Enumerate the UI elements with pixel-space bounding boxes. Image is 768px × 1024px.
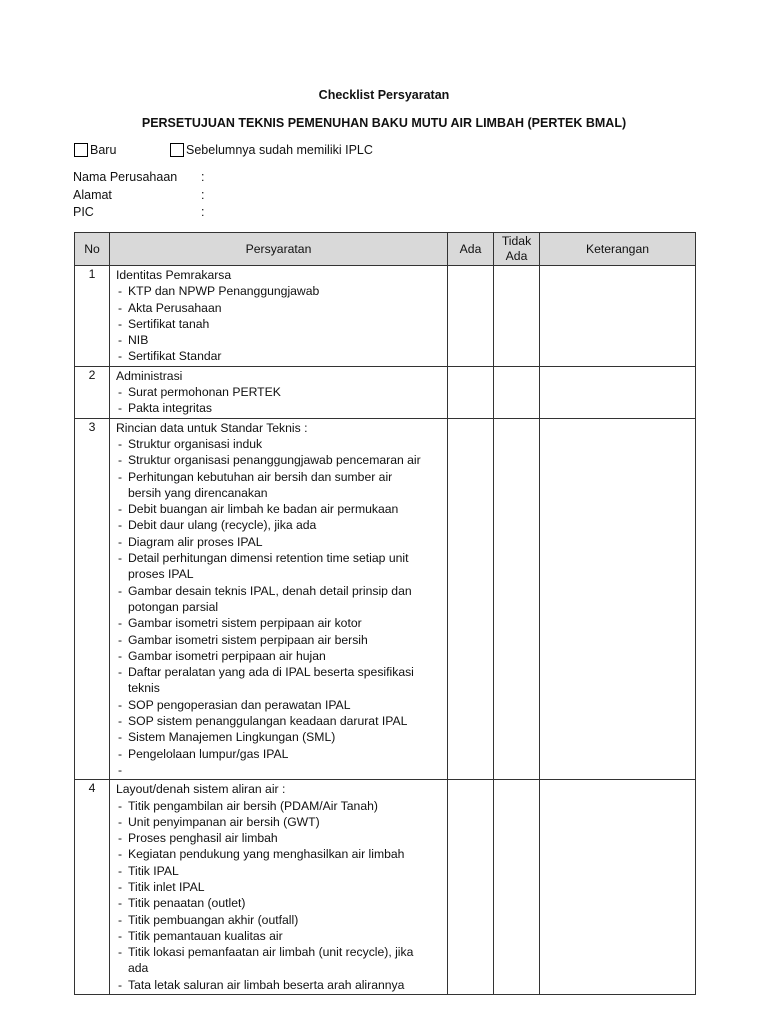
check-ada-cell[interactable] (448, 780, 494, 995)
requirement-heading: Layout/denah sistem aliran air : (116, 782, 286, 797)
keterangan-cell[interactable] (540, 418, 696, 780)
requirement-item-text: Sertifikat Standar (128, 349, 222, 364)
header-tidak-ada-line1: Tidak (501, 234, 532, 248)
requirement-item-text: Sertifikat tanah (128, 316, 210, 331)
requirement-item (116, 583, 443, 616)
requirement-item-text: Titik pembuangan akhir (outfall) (128, 912, 299, 927)
table-row (75, 418, 696, 780)
requirement-item (116, 928, 443, 944)
requirement-item (116, 348, 443, 364)
requirement-item-text: potongan parsial (128, 599, 219, 614)
requirement-item-text: bersih yang direncanakan (128, 485, 268, 500)
bullet-dash: - (118, 349, 123, 364)
row-number: 2 (75, 366, 110, 418)
bullet-dash: - (118, 912, 123, 927)
requirement-heading: Identitas Pemrakarsa (116, 268, 232, 282)
keterangan-cell[interactable] (540, 366, 696, 418)
requirement-item-text: Titik inlet IPAL (128, 879, 205, 894)
field-pic-label: PIC (73, 205, 94, 219)
requirement-item (116, 830, 443, 846)
requirement-item (116, 895, 443, 911)
check-tidak-ada-cell[interactable] (494, 418, 540, 780)
requirement-item-text: Gambar desain teknis IPAL, denah detail prinsip dan (128, 583, 412, 598)
bullet-dash: - (118, 977, 123, 992)
bullet-dash: - (118, 616, 123, 631)
bullet-dash: - (118, 551, 123, 566)
requirement-item (116, 615, 443, 631)
option-baru-label: Baru (90, 143, 117, 157)
requirement-item-text: Titik lokasi pemanfaatan air limbah (unit recycle), jika (128, 945, 414, 960)
bullet-dash: - (118, 333, 123, 348)
table-row (75, 366, 696, 418)
bullet-dash: - (118, 436, 123, 451)
requirement-heading: Administrasi (116, 368, 183, 383)
requirement-item (116, 798, 443, 814)
requirement-item-text: Kegiatan pendukung yang menghasilkan air limbah (128, 847, 405, 862)
requirement-item-text: Proses penghasil air limbah (128, 831, 278, 846)
bullet-dash: - (118, 632, 123, 647)
row-number: 3 (75, 418, 110, 780)
requirement-item-text: Unit penyimpanan air bersih (GWT) (128, 814, 320, 829)
requirement-item-text: Titik pengambilan air bersih (PDAM/Air Tanah) (128, 798, 378, 813)
bullet-dash: - (118, 534, 123, 549)
bullet-dash: - (118, 665, 123, 680)
requirement-item (116, 977, 443, 993)
requirement-item-text: Gambar isometri sistem perpipaan air kotor (128, 616, 362, 631)
bullet-dash: - (118, 453, 123, 468)
requirement-item-text: Struktur organisasi penanggungjawab pencemaran air (128, 453, 421, 468)
field-alamat-colon: : (201, 188, 205, 202)
bullet-dash: - (118, 928, 123, 943)
table-row (75, 780, 696, 995)
bullet-dash: - (118, 730, 123, 745)
requirement-item (116, 697, 443, 713)
requirement-item-text: Surat permohonan PERTEK (128, 385, 281, 400)
check-ada-cell[interactable] (448, 366, 494, 418)
document-title: Checklist Persyaratan (318, 88, 450, 102)
bullet-dash: - (118, 697, 123, 712)
requirement-item (116, 664, 443, 697)
requirement-item (116, 400, 443, 416)
requirement-item (116, 436, 443, 452)
header-no: No (75, 233, 110, 266)
requirement-item-text (128, 762, 443, 778)
requirement-item-text: NIB (128, 333, 149, 348)
requirement-item (116, 332, 443, 348)
bullet-dash: - (118, 284, 123, 299)
requirement-item-text: Pakta integritas (128, 401, 213, 416)
requirement-item-text: Pengelolaan lumpur/gas IPAL (128, 746, 289, 761)
header-persyaratan: Persyaratan (110, 233, 448, 266)
requirement-item (116, 300, 443, 316)
bullet-dash: - (118, 896, 123, 911)
bullet-dash: - (118, 879, 123, 894)
requirement-item (116, 846, 443, 862)
bullet-dash: - (118, 300, 123, 315)
requirement-item (116, 534, 443, 550)
check-ada-cell[interactable] (448, 418, 494, 780)
requirement-item (116, 912, 443, 928)
requirement-item (116, 863, 443, 879)
requirement-item (116, 469, 443, 502)
bullet-dash: - (118, 847, 123, 862)
requirement-item-text: SOP sistem penanggulangan keadaan darurat IPAL (128, 714, 408, 729)
bullet-dash: - (118, 502, 123, 517)
requirement-item-text: Akta Perusahaan (128, 300, 222, 315)
requirement-cell (110, 266, 448, 367)
requirement-item (116, 452, 443, 468)
requirement-item (116, 283, 443, 299)
requirement-item-text: Titik pemantauan kualitas air (128, 928, 283, 943)
requirement-item (116, 550, 443, 583)
requirement-item-text: Debit daur ulang (recycle), jika ada (128, 518, 317, 533)
table-header-row (75, 233, 696, 266)
bullet-dash: - (118, 714, 123, 729)
requirement-item (116, 944, 443, 977)
requirement-cell (110, 780, 448, 995)
bullet-dash: - (118, 469, 123, 484)
requirement-cell (110, 418, 448, 780)
bullet-dash: - (118, 831, 123, 846)
bullet-dash: - (118, 316, 123, 331)
field-nama-label: Nama Perusahaan (73, 170, 178, 184)
row-number: 1 (75, 266, 110, 367)
bullet-dash: - (118, 648, 123, 663)
requirement-item (116, 648, 443, 664)
check-tidak-ada-cell[interactable] (494, 780, 540, 995)
requirement-item (116, 713, 443, 729)
requirement-item (116, 746, 443, 762)
requirement-cell (110, 366, 448, 418)
bullet-dash: - (118, 762, 123, 777)
table-body (75, 266, 696, 995)
requirement-item-text: KTP dan NPWP Penanggungjawab (128, 284, 320, 299)
requirement-item (116, 501, 443, 517)
requirement-item-text: Perhitungan kebutuhan air bersih dan sumber air (128, 469, 393, 484)
bullet-dash: - (118, 518, 123, 533)
requirement-item-text: Debit buangan air limbah ke badan air permukaan (128, 502, 399, 517)
requirement-item-text: Daftar peralatan yang ada di IPAL beserta spesifikasi (128, 665, 414, 680)
checkbox-baru[interactable] (74, 143, 88, 157)
requirement-item-text: Detail perhitungan dimensi retention time setiap unit (128, 551, 409, 566)
bullet-dash: - (118, 798, 123, 813)
option-sebelumnya-label: Sebelumnya sudah memiliki IPLC (186, 143, 373, 157)
option-baru[interactable] (74, 143, 116, 157)
requirement-item-text: Struktur organisasi induk (128, 436, 263, 451)
requirement-item-text: Tata letak saluran air limbah beserta arah alirannya (128, 977, 405, 992)
bullet-dash: - (118, 746, 123, 761)
requirement-item (116, 517, 443, 533)
keterangan-cell[interactable] (540, 780, 696, 995)
requirement-item-text: Titik IPAL (128, 863, 179, 878)
requirement-item (116, 316, 443, 332)
check-tidak-ada-cell[interactable] (494, 266, 540, 367)
header-tidak-ada (494, 233, 540, 266)
header-ada: Ada (448, 233, 494, 266)
field-alamat-label: Alamat (73, 188, 112, 202)
requirement-item (116, 384, 443, 400)
requirement-item-text: Titik penaatan (outlet) (128, 896, 246, 911)
requirement-heading: Rincian data untuk Standar Teknis : (116, 420, 308, 435)
checkbox-sebelumnya[interactable] (170, 143, 184, 157)
requirement-item (116, 729, 443, 745)
bullet-dash: - (118, 401, 123, 416)
keterangan-cell[interactable] (540, 266, 696, 367)
field-nama-colon: : (201, 170, 205, 184)
bullet-dash: - (118, 814, 123, 829)
document-subtitle: PERSETUJUAN TEKNIS PEMENUHAN BAKU MUTU AIR LIMBAH (PERTEK BMAL) (141, 116, 627, 130)
bullet-dash: - (118, 863, 123, 878)
check-ada-cell[interactable] (448, 266, 494, 367)
header-tidak-ada-line2: Ada (505, 249, 528, 263)
requirement-item-text: Diagram alir proses IPAL (128, 534, 263, 549)
requirement-item (116, 762, 443, 778)
requirement-item-text: ada (128, 961, 149, 976)
requirement-item-text: proses IPAL (128, 567, 194, 582)
bullet-dash: - (118, 385, 123, 400)
checklist-table (74, 232, 696, 995)
requirement-item (116, 879, 443, 895)
header-keterangan: Keterangan (540, 233, 696, 266)
requirement-item-text: Gambar isometri perpipaan air hujan (128, 648, 326, 663)
table-row (75, 266, 696, 367)
row-number: 4 (75, 780, 110, 995)
requirement-item-text: Sistem Manajemen Lingkungan (SML) (128, 730, 336, 745)
requirement-item-text: teknis (128, 681, 160, 696)
bullet-dash: - (118, 945, 123, 960)
check-tidak-ada-cell[interactable] (494, 366, 540, 418)
requirement-item (116, 814, 443, 830)
requirement-item (116, 632, 443, 648)
requirement-item-text: Gambar isometri sistem perpipaan air bersih (128, 632, 368, 647)
option-sebelumnya[interactable] (170, 143, 373, 157)
requirement-item-text: SOP pengoperasian dan perawatan IPAL (128, 697, 351, 712)
field-pic-colon: : (201, 205, 205, 219)
bullet-dash: - (118, 583, 123, 598)
